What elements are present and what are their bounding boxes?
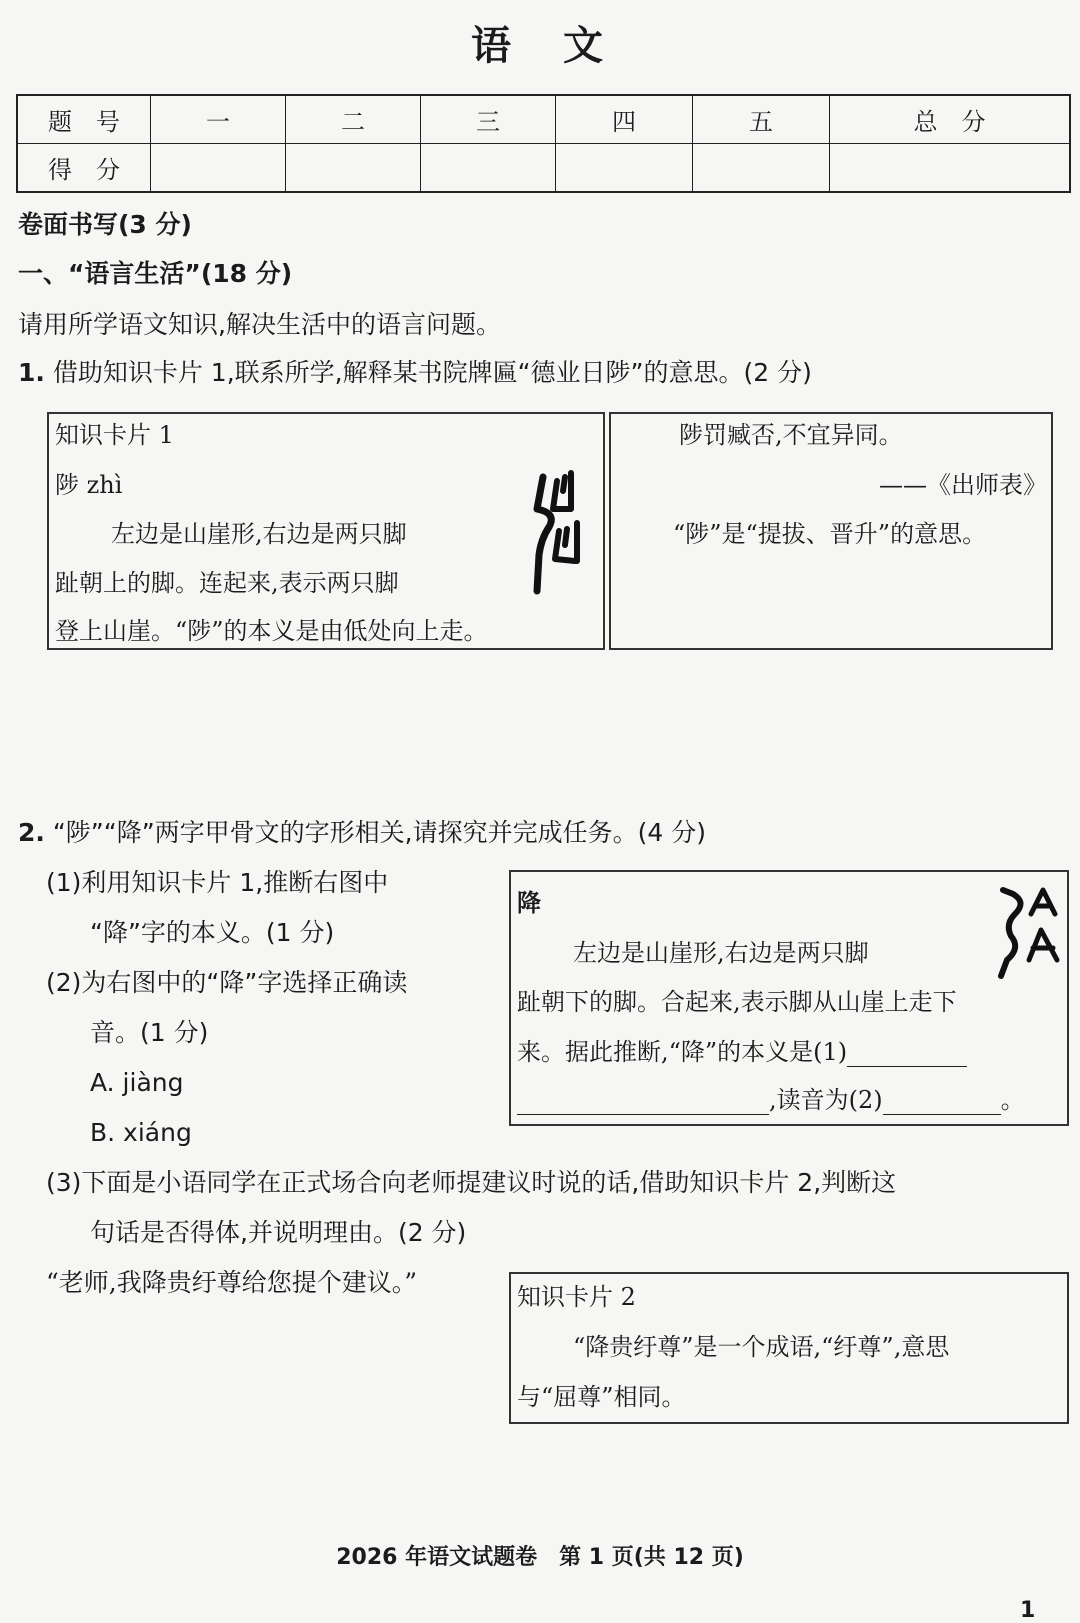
score-row-label: 得 分	[17, 144, 151, 193]
score-header-cell: 五	[693, 95, 830, 144]
score-header-cell: 总 分	[830, 95, 1071, 144]
score-cell[interactable]	[556, 144, 693, 193]
score-cell[interactable]	[421, 144, 556, 193]
oracle-bone-jiang-glyph	[993, 880, 1065, 980]
score-cell[interactable]	[830, 144, 1071, 193]
score-header-cell: 一	[151, 95, 286, 144]
question-1-number: 1.	[18, 358, 45, 387]
knowledge-card-2	[509, 1272, 1069, 1424]
page-number: 1	[1020, 1598, 1036, 1623]
option-b[interactable]: B. xiáng	[90, 1118, 192, 1147]
question-2	[18, 818, 706, 848]
card-2-line-2: 与“屈尊”相同。	[517, 1383, 686, 1411]
card-1-heading: 知识卡片 1	[55, 421, 174, 449]
q2-sub1-line-1: (1)利用知识卡片 1,推断右图中	[46, 868, 389, 897]
question-2-text: “陟”“降”两字甲骨文的字形相关,请探究并完成任务。(4 分)	[52, 818, 706, 847]
jiang-card-heading: 降	[517, 889, 541, 917]
jiang-card-line-4	[517, 1085, 1025, 1115]
q2-sub3-line-2: 句话是否得体,并说明理由。(2 分)	[90, 1218, 467, 1247]
option-a[interactable]: A. jiàng	[90, 1068, 184, 1097]
q2-sub1-line-2: “降”字的本义。(1 分)	[90, 918, 335, 947]
score-cell[interactable]	[151, 144, 286, 193]
card-1-line-1: 左边是山崖形,右边是两只脚	[111, 520, 407, 548]
answer-blank-1[interactable]	[847, 1042, 967, 1067]
q2-sub2-line-2: 音。(1 分)	[90, 1018, 209, 1047]
question-2-number: 2.	[18, 818, 45, 847]
jiang-card	[509, 870, 1069, 1126]
score-cell[interactable]	[693, 144, 830, 193]
chushi-line-1: 陟罚臧否,不宜异同。	[679, 421, 903, 449]
answer-blank-1-continued[interactable]	[517, 1090, 769, 1115]
question-1-text: 借助知识卡片 1,联系所学,解释某书院牌匾“德业日陟”的意思。(2 分)	[52, 358, 812, 387]
score-table-score-row	[17, 144, 1070, 193]
chushi-biao-card	[609, 412, 1053, 650]
jiang-card-line-3-text: 来。据此推断,“降”的本义是(1)	[517, 1038, 848, 1066]
card-1-character: 陟 zhì	[55, 471, 123, 499]
page-title: 语 文	[471, 23, 609, 69]
jiang-card-line-2: 趾朝下的脚。合起来,表示脚从山崖上走下	[517, 988, 957, 1016]
section-1-intro: 请用所学语文知识,解决生活中的语言问题。	[18, 310, 501, 339]
score-table-header-row	[17, 95, 1070, 144]
jiang-card-line-4-end: 。	[1000, 1086, 1025, 1114]
section-1-heading: 一、“语言生活”(18 分)	[18, 259, 293, 288]
card-1-line-3: 登上山崖。“陟”的本义是由低处向上走。	[55, 617, 488, 645]
card-2-line-1: “降贵纡尊”是一个成语,“纡尊”,意思	[573, 1333, 950, 1361]
oracle-bone-zhi-glyph	[527, 469, 589, 599]
score-table	[16, 94, 1071, 193]
jiang-card-line-3	[517, 1037, 967, 1067]
card-2-heading: 知识卡片 2	[517, 1283, 636, 1311]
score-header-cell: 二	[286, 95, 421, 144]
page-footer: 2026 年语文试题卷 第 1 页(共 12 页)	[336, 1545, 744, 1570]
chushi-source: ——《出师表》	[879, 471, 1047, 499]
score-header-cell: 题 号	[17, 95, 151, 144]
question-1	[18, 358, 812, 388]
q2-sub3-line-1: (3)下面是小语同学在正式场合向老师提建议时说的话,借助知识卡片 2,判断这	[46, 1168, 897, 1197]
card-1-line-2: 趾朝上的脚。连起来,表示两只脚	[55, 569, 399, 597]
jiang-card-line-1: 左边是山崖形,右边是两只脚	[573, 939, 869, 967]
student-quote: “老师,我降贵纡尊给您提个建议。”	[46, 1268, 418, 1297]
score-header-cell: 三	[421, 95, 556, 144]
jiang-card-line-4-text: ,读音为(2)	[769, 1086, 883, 1114]
answer-blank-2[interactable]	[883, 1090, 1001, 1115]
q2-sub2-line-1: (2)为右图中的“降”字选择正确读	[46, 968, 408, 997]
knowledge-card-1	[47, 412, 605, 650]
score-header-cell: 四	[556, 95, 693, 144]
chushi-line-2: “陟”是“提拔、晋升”的意思。	[673, 520, 987, 548]
handwriting-score-line: 卷面书写(3 分)	[18, 210, 192, 239]
score-cell[interactable]	[286, 144, 421, 193]
